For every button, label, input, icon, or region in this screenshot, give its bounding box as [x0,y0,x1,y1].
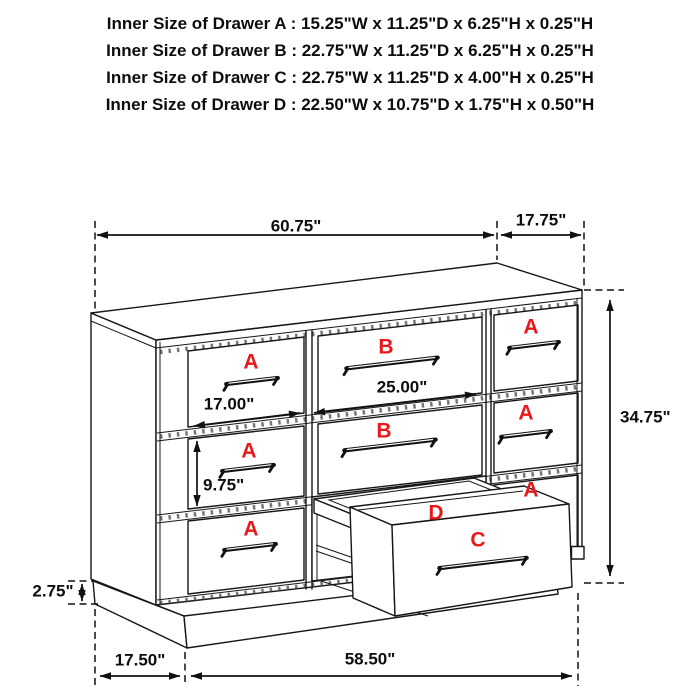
left-side-panel [91,313,156,605]
drawer-label-c: C [470,528,486,552]
dim-label-drawer-a-width: 17.00" [203,394,255,414]
dim-label-drawer-b-width: 25.00" [376,377,428,397]
drawer-label-a1-right: A [523,315,539,339]
drawer-label-a3-left: A [243,517,259,541]
dim-label-base-width: 58.50" [344,649,396,669]
dim-label-top-width: 60.75" [270,216,322,236]
dim-label-drawer-a-height: 9.75" [203,475,245,495]
spec-line-drawer-c: Inner Size of Drawer C : 22.75"W x 11.25"D x 4.00"H x 0.25"H [106,68,594,87]
drawer-label-d: D [428,501,444,525]
drawer-label-a2-right: A [518,401,534,425]
spec-line-drawer-b: Inner Size of Drawer B : 22.75"W x 11.25"D x 6.25"H x 0.25"H [106,41,594,60]
right-base-foot [572,547,585,560]
drawer-label-b1: B [378,335,394,359]
drawer-label-b2: B [376,419,392,443]
spec-line-drawer-d: Inner Size of Drawer D : 22.50"W x 10.75"D x 1.75"H x 0.50"H [105,95,595,114]
dim-label-base-height: 2.75" [32,581,74,601]
dim-label-height: 34.75" [620,407,671,427]
drawer-label-a3-right: A [523,478,539,502]
dim-label-base-depth: 17.50" [114,650,166,670]
drawer-label-a1-left: A [243,350,259,374]
dim-label-top-depth: 17.75" [515,210,567,230]
spec-line-drawer-a: Inner Size of Drawer A : 15.25"W x 11.25"D x 6.25"H x 0.25"H [106,14,594,33]
drawer-label-a2-left: A [241,439,257,463]
